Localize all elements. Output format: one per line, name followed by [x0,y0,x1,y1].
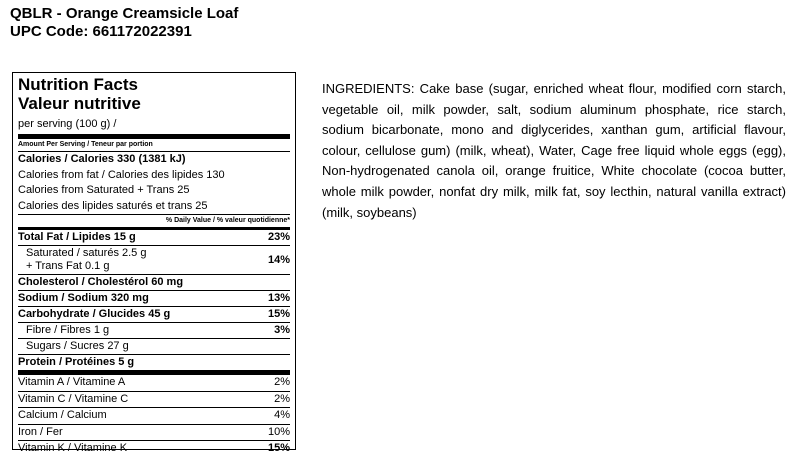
total-fat-pct: 23% [267,231,290,243]
protein-row [18,355,290,370]
vitamin-row [18,425,290,441]
cholesterol-row [18,275,290,290]
cholesterol-label: Cholesterol / Cholestérol 60 mg [18,276,184,288]
sodium-row [18,291,290,306]
vitamin-pct: 2% [274,392,290,405]
sodium-pct: 13% [267,292,290,304]
vitamin-row [18,375,290,391]
total-fat-row [18,230,290,245]
calories-block [18,152,290,214]
vitamin-label: Calcium / Calcium [18,409,107,421]
vitamin-row [18,408,290,424]
calories: Calories / Calories 330 (1381 kJ) [18,153,186,165]
fibre-pct: 3% [274,324,290,336]
upc-code: UPC Code: 661172022391 [10,23,192,40]
vitamin-label: Iron / Fer [18,425,63,438]
protein-label: Protein / Protéines 5 g [18,356,135,368]
saturated-label: Saturated / saturés 2.5 g [26,247,147,259]
vitamin-row [18,441,290,457]
vitamin-label: Vitamin K / Vitamine K [18,442,128,454]
vitamins-block [18,375,290,457]
vitamin-pct: 2% [274,376,290,388]
serving-size: per serving (100 g) / [18,118,117,130]
carbohydrate-row [18,307,290,322]
saturated-pct: 14% [267,254,290,266]
calories-saturated-trans: Calories from Saturated + Trans 25 [18,184,190,196]
calories-saturated-trans-fr: Calories des lipides saturés et trans 25 [18,199,208,212]
vitamin-row [18,392,290,408]
nutrition-title-fr: Valeur nutritive [18,94,141,113]
sugars-label: Sugars / Sucres 27 g [26,340,129,352]
amount-per-serving: Amount Per Serving / Teneur par portion [18,141,153,148]
vitamin-label: Vitamin C / Vitamine C [18,392,129,405]
sugars-row [18,339,290,354]
fibre-label: Fibre / Fibres 1 g [26,324,110,336]
nutrition-title-en: Nutrition Facts [18,75,138,94]
calories-from-fat: Calories from fat / Calories des lipides 130 [18,168,225,181]
carbohydrate-label: Carbohydrate / Glucides 45 g [18,308,171,320]
vitamin-pct: 4% [274,409,290,421]
trans-fat-label: + Trans Fat 0.1 g [26,260,110,272]
nutrition-facts-table [12,72,296,454]
saturated-row [18,246,290,274]
ingredients-text: INGREDIENTS: Cake base (sugar, enriched wheat flour, modified corn starch, vegetable oil, milk powder, salt, sodium aluminum phosphate, rice starch, sodium bicarbonate, mono and diglycerides, xanthan gum, artificial flavour, colour, cellulose gum) (milk, wheat), Water, Cage free liquid whole eggs (egg), Non-hydrogenated canola oil, orange fruitice, White chocolate (cocoa butter, whole milk powder, nonfat dry milk, milk fat, soy lecthin, natural vanilla extract) (milk, soybeans) [322,81,786,220]
sodium-label: Sodium / Sodium 320 mg [18,292,149,304]
product-title: QBLR - Orange Creamsicle Loaf [10,5,239,22]
fibre-row [18,323,290,338]
total-fat-label: Total Fat / Lipides 15 g [18,231,136,243]
vitamin-pct: 10% [267,425,290,438]
vitamin-label: Vitamin A / Vitamine A [18,376,126,388]
carbohydrate-pct: 15% [267,308,290,320]
daily-value-header: % Daily Value / % valeur quotidienne* [165,217,290,224]
vitamin-pct: 15% [267,442,290,454]
